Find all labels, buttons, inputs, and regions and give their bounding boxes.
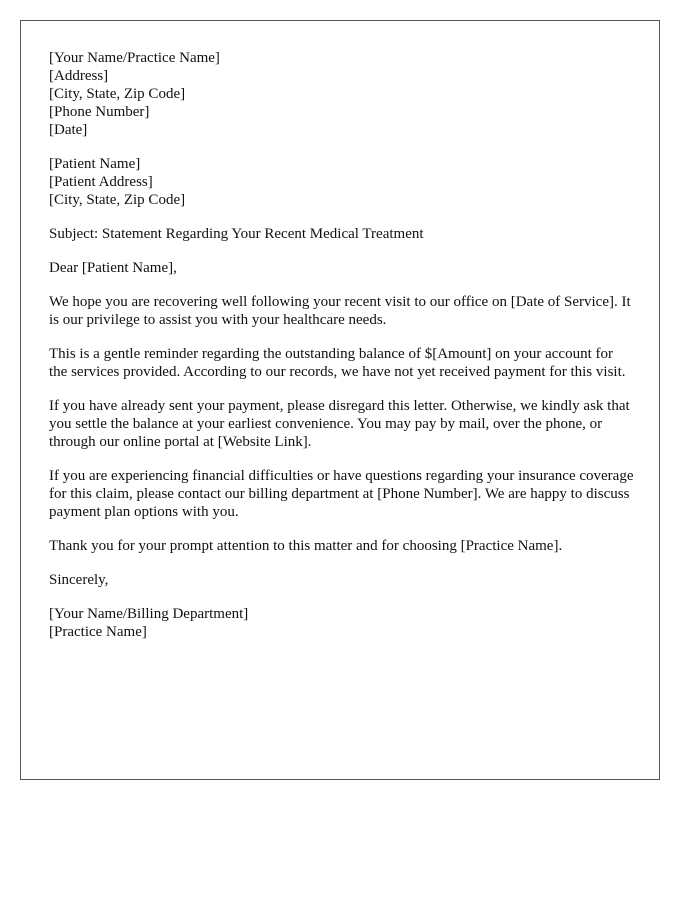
signature-name: [Your Name/Billing Department] [49,606,249,622]
sender-block [49,49,634,139]
recipient-block [49,155,634,209]
letter-date: [Date] [49,122,88,138]
letter-content [49,49,634,657]
body-paragraph-4 [49,467,634,521]
body-paragraph-2 [49,345,634,381]
sender-phone: [Phone Number] [49,104,150,120]
body-paragraph-5 [49,537,634,555]
body-paragraph-3 [49,397,634,451]
subject-text: Subject: Statement Regarding Your Recent Medical Treatment [49,226,424,242]
recipient-city: [City, State, Zip Code] [49,192,186,208]
subject-line [49,225,634,243]
paragraph-text: If you have already sent your payment, please disregard this letter. Otherwise, we kindly ask that you settle the balance at your earliest convenience. You may pay by mail, over the phone, or through our online portal at [Website Link]. [49,398,630,450]
paragraph-text: If you are experiencing financial difficulties or have questions regarding your insurance coverage for this claim, please contact our billing department at [Phone Number]. We are happy to discuss payment plan options with you. [49,468,634,520]
sender-city: [City, State, Zip Code] [49,86,186,102]
body-paragraph-1 [49,293,634,329]
signature-block [49,605,634,641]
paragraph-text: We hope you are recovering well following your recent visit to our office on [Date of Service]. It is our privilege to assist you with your healthcare needs. [49,294,631,328]
signature-practice: [Practice Name] [49,624,147,640]
sender-address: [Address] [49,68,109,84]
salutation-text: Dear [Patient Name], [49,260,177,276]
closing [49,571,634,589]
closing-text: Sincerely, [49,572,109,588]
recipient-address: [Patient Address] [49,174,153,190]
paragraph-text: This is a gentle reminder regarding the outstanding balance of $[Amount] on your account for the services provided. According to our records, we have not yet received payment for this visit. [49,346,626,380]
paragraph-text: Thank you for your prompt attention to this matter and for choosing [Practice Name]. [49,538,563,554]
recipient-name: [Patient Name] [49,156,141,172]
letter-page [20,20,660,780]
sender-name: [Your Name/Practice Name] [49,50,220,66]
salutation [49,259,634,277]
